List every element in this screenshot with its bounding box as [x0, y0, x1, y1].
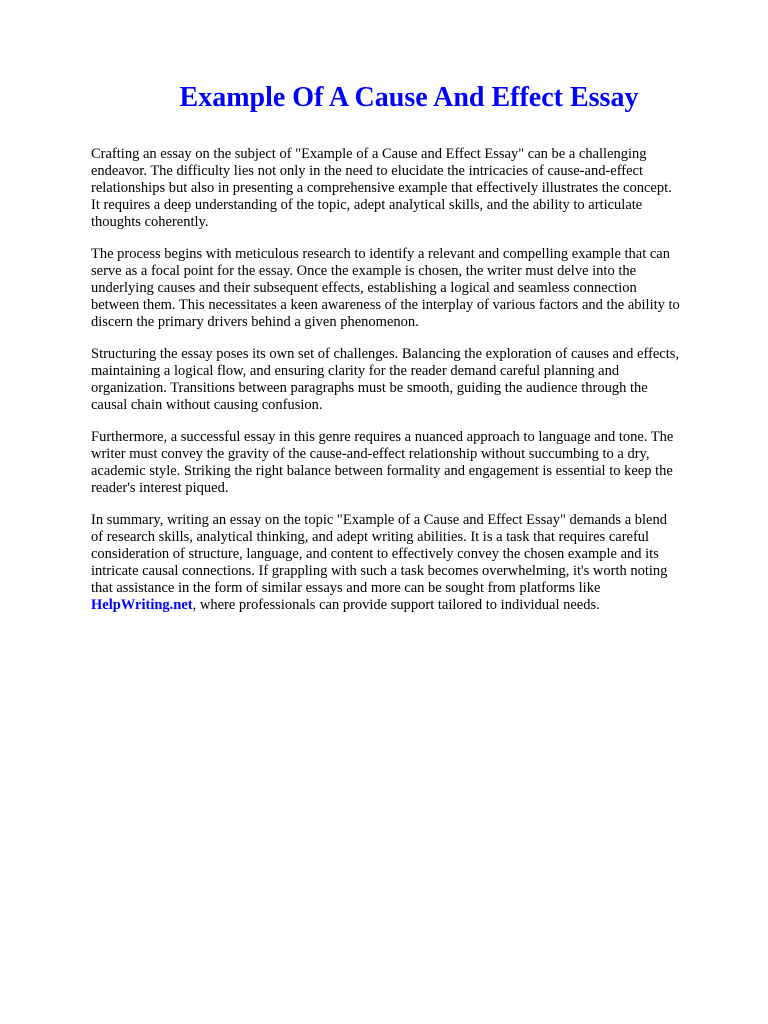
text-line-with-link	[91, 597, 731, 614]
text-line: causal chain without causing confusion.	[91, 397, 323, 413]
text-line: Structuring the essay poses its own set of challenges. Balancing the exploration of causes and effects,	[91, 346, 680, 362]
text-line: Furthermore, a successful essay in this genre requires a nuanced approach to language and tone. The	[91, 429, 674, 445]
text-line: that assistance in the form of similar essays and more can be sought from platforms like	[91, 580, 601, 596]
paragraph	[91, 429, 731, 497]
text-line: Crafting an essay on the subject of "Example of a Cause and Effect Essay" can be a challenging	[91, 146, 647, 162]
text-line: maintaining a logical flow, and ensuring clarity for the reader demand careful planning and	[91, 363, 620, 379]
text-line: intricate causal connections. If grappling with such a task becomes overwhelming, it's worth noting	[91, 563, 668, 579]
text-line: discern the primary drivers behind a given phenomenon.	[91, 314, 419, 330]
paragraph	[91, 246, 731, 331]
text-line: thoughts coherently.	[91, 214, 209, 230]
text-line: underlying causes and their subsequent effects, establishing a logical and seamless connection	[91, 280, 637, 296]
essay-body	[91, 146, 731, 629]
text-line: consideration of structure, language, and content to effectively convey the chosen example and its	[91, 546, 659, 562]
helpwriting-link[interactable]: HelpWriting.net	[91, 597, 193, 613]
link-trailing-text: , where professionals can provide support tailored to individual needs.	[192, 597, 600, 613]
text-line: relationships but also in presenting a comprehensive example that effectively illustrates the concept.	[91, 180, 672, 196]
paragraph	[91, 146, 731, 231]
text-line: serve as a focal point for the essay. Once the example is chosen, the writer must delve into the	[91, 263, 637, 279]
paragraph	[91, 512, 731, 614]
text-line: The process begins with meticulous research to identify a relevant and compelling example that can	[91, 246, 670, 262]
paragraph	[91, 346, 731, 414]
text-line: It requires a deep understanding of the topic, adept analytical skills, and the ability to articulate	[91, 197, 643, 213]
text-line: organization. Transitions between paragraphs must be smooth, guiding the audience through the	[91, 380, 648, 396]
text-line: academic style. Striking the right balance between formality and engagement is essential to keep the	[91, 463, 673, 479]
text-line: between them. This necessitates a keen awareness of the interplay of various factors and the ability to	[91, 297, 680, 313]
text-line: In summary, writing an essay on the topic "Example of a Cause and Effect Essay" demands a blend	[91, 512, 667, 528]
text-line: endeavor. The difficulty lies not only in the need to elucidate the intricacies of cause-and-effect	[91, 163, 643, 179]
page-title: Example Of A Cause And Effect Essay	[179, 82, 639, 113]
text-line: of research skills, analytical thinking, and adept writing abilities. It is a task that requires careful	[91, 529, 650, 545]
text-line: reader's interest piqued.	[91, 480, 229, 496]
text-line: writer must convey the gravity of the cause-and-effect relationship without succumbing to a dry,	[91, 446, 650, 462]
